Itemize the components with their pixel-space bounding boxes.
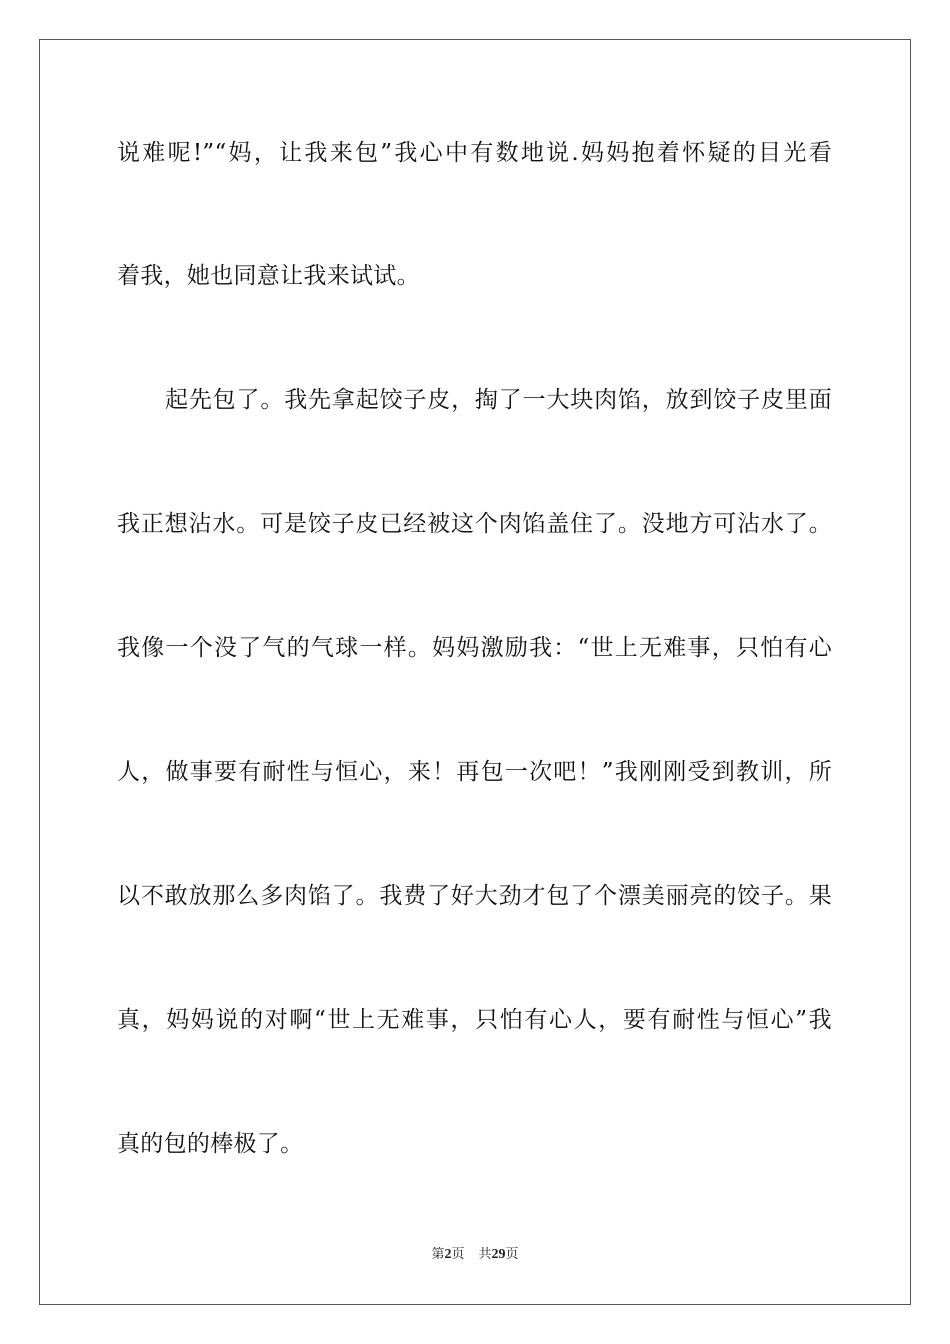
text-line-3: 起先包了。我先拿起饺子皮，掏了一大块肉馅，放到饺子皮里面 [165, 387, 832, 413]
page-number: 2 [444, 1247, 452, 1262]
text-line-4: 我正想沾水。可是饺子皮已经被这个肉馅盖住了。没地方可沾水了。 [117, 511, 832, 537]
total-prefix: 共 [478, 1247, 492, 1262]
page-border [39, 39, 911, 1305]
text-line-1: 说难呢!”“妈，让我来包”我心中有数地说.妈妈抱着怀疑的目光看 [117, 140, 832, 166]
text-line-2: 着我，她也同意让我来试试。 [117, 263, 420, 289]
text-line-9: 真的包的棒极了。 [117, 1131, 304, 1157]
text-line-5: 我像一个没了气的气球一样。妈妈激励我：“世上无难事，只怕有心 [117, 635, 832, 661]
text-line-6: 人，做事要有耐性与恒心，来！再包一次吧！”我刚刚受到教训，所 [117, 759, 832, 785]
total-pages: 29 [491, 1247, 506, 1262]
text-line-8: 真，妈妈说的对啊“世上无难事，只怕有心人，要有耐性与恒心”我 [117, 1007, 832, 1033]
page-footer [0, 1247, 950, 1263]
total-suffix: 页 [505, 1247, 519, 1262]
text-line-7: 以不敢放那么多肉馅了。我费了好大劲才包了个漂美丽亮的饺子。果 [117, 883, 832, 909]
page-prefix: 第 [431, 1247, 445, 1262]
page-suffix: 页 [451, 1247, 465, 1262]
